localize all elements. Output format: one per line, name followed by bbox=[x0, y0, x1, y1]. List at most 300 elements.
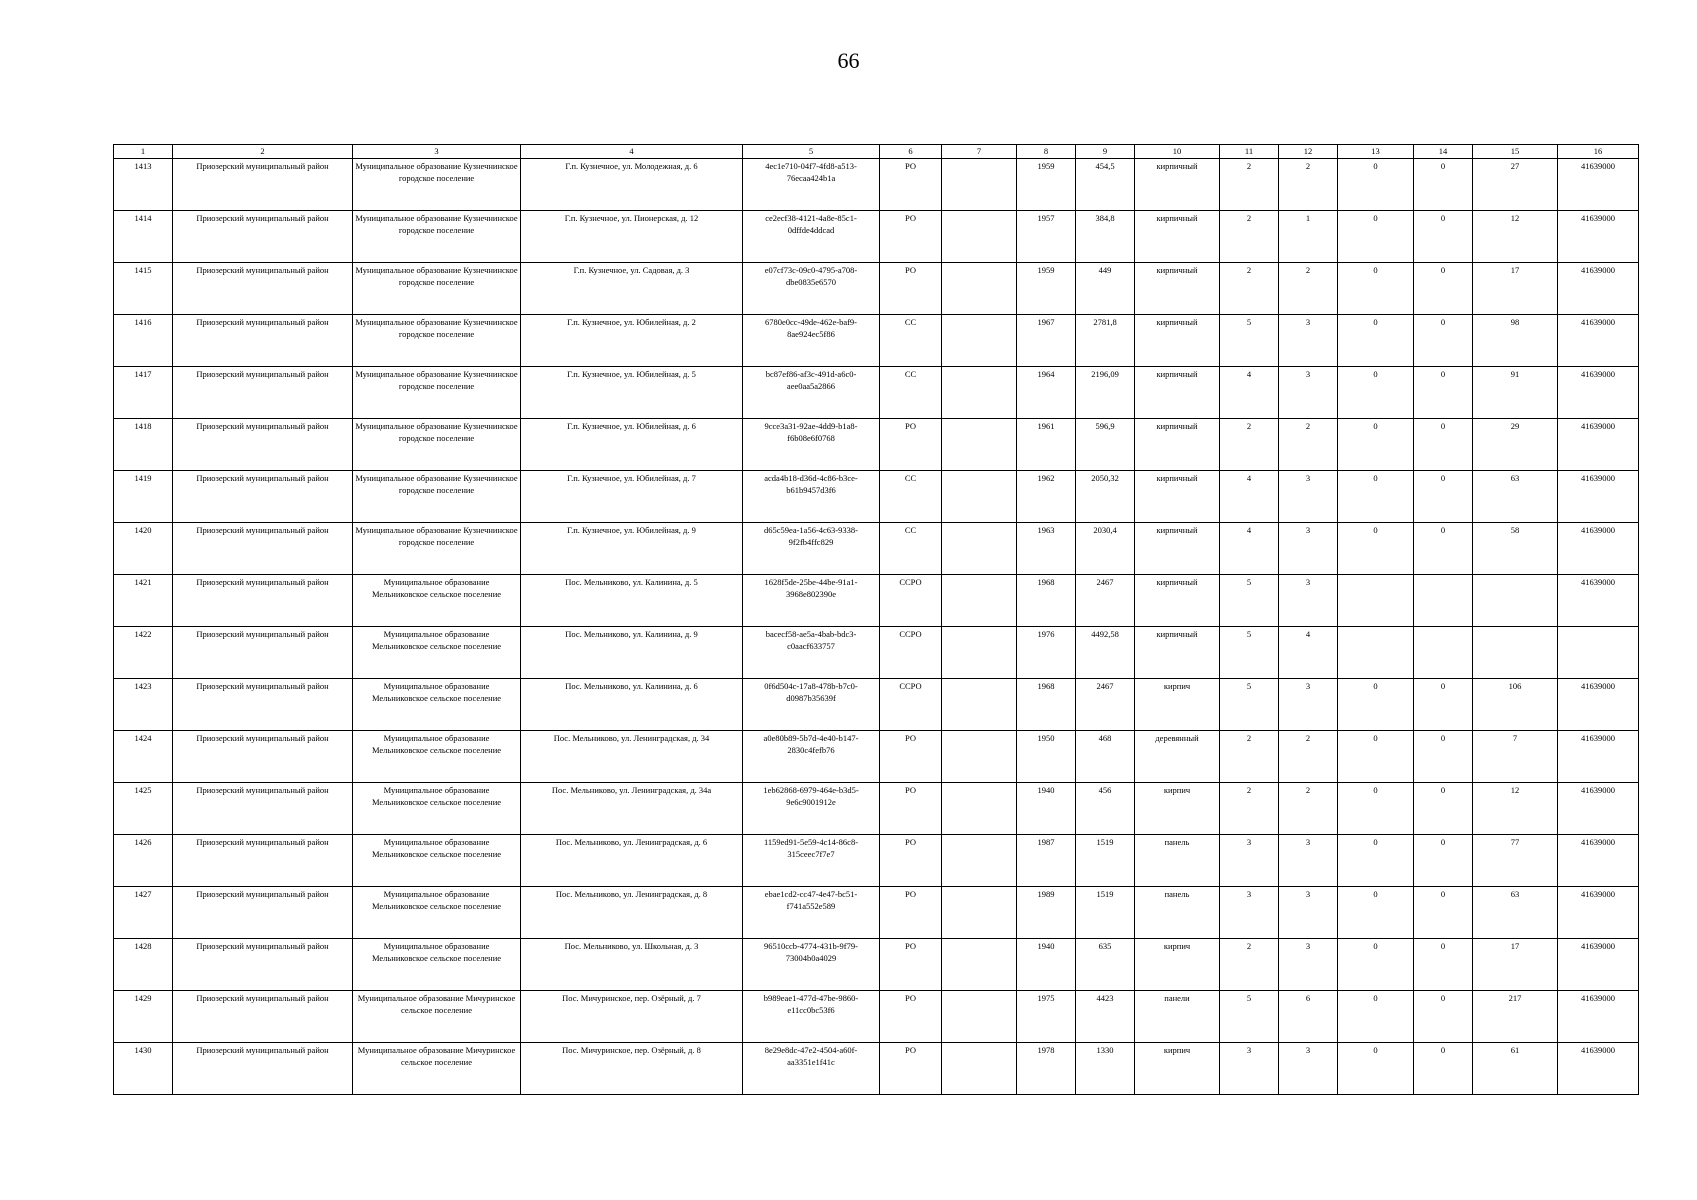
table-cell: РО bbox=[880, 887, 942, 939]
table-cell: Муниципальное образование Мельниковское сельское поселение bbox=[353, 575, 521, 627]
table-cell: 5 bbox=[1220, 575, 1279, 627]
table-cell: 1424 bbox=[114, 731, 173, 783]
table-cell: 0 bbox=[1414, 523, 1473, 575]
table-cell: 12 bbox=[1473, 211, 1558, 263]
table-row bbox=[114, 419, 1639, 471]
table-cell: панели bbox=[1135, 991, 1220, 1043]
table-cell: Приозерский муниципальный район bbox=[173, 419, 353, 471]
table-cell: Г.п. Кузнечное, ул. Юбилейная, д. 7 bbox=[521, 471, 743, 523]
table-cell: Муниципальное образование Мельниковское сельское поселение bbox=[353, 887, 521, 939]
table-cell: Пос. Мельниково, ул. Ленинградская, д. 6 bbox=[521, 835, 743, 887]
table-row bbox=[114, 315, 1639, 367]
table-cell: 106 bbox=[1473, 679, 1558, 731]
column-header: 15 bbox=[1473, 145, 1558, 159]
table-cell: кирпичный bbox=[1135, 419, 1220, 471]
table-cell: 217 bbox=[1473, 991, 1558, 1043]
table-cell: Муниципальное образование Кузнечнинское городское поселение bbox=[353, 315, 521, 367]
table-cell: РО bbox=[880, 159, 942, 211]
table-cell: Пос. Мичуринское, пер. Озёрный, д. 7 bbox=[521, 991, 743, 1043]
table-cell: 1330 bbox=[1076, 1043, 1135, 1095]
table-cell: Муниципальное образование Кузнечнинское городское поселение bbox=[353, 159, 521, 211]
table-row bbox=[114, 211, 1639, 263]
table-cell: e07cf73c-09c0-4795-a708-dbe0835e6570 bbox=[743, 263, 880, 315]
column-header: 1 bbox=[114, 145, 173, 159]
table-cell: кирпичный bbox=[1135, 315, 1220, 367]
table-body bbox=[114, 159, 1639, 1095]
column-header: 16 bbox=[1558, 145, 1639, 159]
table-cell: кирпичный bbox=[1135, 367, 1220, 419]
table-cell: Приозерский муниципальный район bbox=[173, 315, 353, 367]
table-cell: 8e29e8dc-47e2-4504-a60f-aa3351e1f41c bbox=[743, 1043, 880, 1095]
table-cell bbox=[942, 679, 1017, 731]
table-cell: 2781,8 bbox=[1076, 315, 1135, 367]
table-cell: 1414 bbox=[114, 211, 173, 263]
table-row bbox=[114, 939, 1639, 991]
table-cell: РО bbox=[880, 783, 942, 835]
table-cell: 0 bbox=[1414, 1043, 1473, 1095]
table-cell: 0 bbox=[1338, 159, 1414, 211]
table-cell bbox=[1558, 627, 1639, 679]
table-cell: 6 bbox=[1279, 991, 1338, 1043]
table-cell: 4423 bbox=[1076, 991, 1135, 1043]
table-cell: 1eb62868-6979-464e-b3d5-9e6c9001912e bbox=[743, 783, 880, 835]
table-cell: 1415 bbox=[114, 263, 173, 315]
table-cell: 3 bbox=[1279, 887, 1338, 939]
table-cell: 2 bbox=[1220, 783, 1279, 835]
table-cell: 2030,4 bbox=[1076, 523, 1135, 575]
table-cell: Пос. Мичуринское, пер. Озёрный, д. 8 bbox=[521, 1043, 743, 1095]
table-cell: Пос. Мельниково, ул. Школьная, д. 3 bbox=[521, 939, 743, 991]
header-row bbox=[114, 145, 1639, 159]
table-cell: 635 bbox=[1076, 939, 1135, 991]
column-header: 3 bbox=[353, 145, 521, 159]
table-cell bbox=[942, 471, 1017, 523]
table-cell bbox=[942, 211, 1017, 263]
table-cell: 0 bbox=[1414, 315, 1473, 367]
table-cell: 61 bbox=[1473, 1043, 1558, 1095]
table-cell: 0 bbox=[1414, 887, 1473, 939]
table-row bbox=[114, 627, 1639, 679]
column-header: 9 bbox=[1076, 145, 1135, 159]
table-cell: 41639000 bbox=[1558, 731, 1639, 783]
page-number: 66 bbox=[837, 48, 860, 73]
table-cell: Пос. Мельниково, ул. Калинина, д. 5 bbox=[521, 575, 743, 627]
table-cell: 3 bbox=[1220, 1043, 1279, 1095]
table-cell: Муниципальное образование Кузнечнинское городское поселение bbox=[353, 367, 521, 419]
table-cell bbox=[942, 575, 1017, 627]
table-cell: 1430 bbox=[114, 1043, 173, 1095]
table-cell: кирпичный bbox=[1135, 159, 1220, 211]
table-cell: 63 bbox=[1473, 887, 1558, 939]
table-row bbox=[114, 835, 1639, 887]
table-cell: 3 bbox=[1279, 835, 1338, 887]
table-cell: кирпичный bbox=[1135, 471, 1220, 523]
table-cell: 5 bbox=[1220, 679, 1279, 731]
table-cell: 3 bbox=[1279, 471, 1338, 523]
table-cell: ebae1cd2-cc47-4e47-bc51-f741a552e589 bbox=[743, 887, 880, 939]
column-header: 7 bbox=[942, 145, 1017, 159]
table-cell: 2 bbox=[1279, 419, 1338, 471]
table-row bbox=[114, 731, 1639, 783]
table-cell: 0 bbox=[1338, 939, 1414, 991]
table-cell bbox=[942, 783, 1017, 835]
table-cell: 1413 bbox=[114, 159, 173, 211]
table-cell: 2 bbox=[1220, 939, 1279, 991]
table-cell: 2 bbox=[1220, 263, 1279, 315]
table-cell: 12 bbox=[1473, 783, 1558, 835]
table-cell bbox=[1473, 627, 1558, 679]
table-cell: Приозерский муниципальный район bbox=[173, 211, 353, 263]
column-header: 10 bbox=[1135, 145, 1220, 159]
table-cell: Муниципальное образование Кузнечнинское городское поселение bbox=[353, 263, 521, 315]
table-cell: 0 bbox=[1414, 471, 1473, 523]
table-cell: 1 bbox=[1279, 211, 1338, 263]
table-cell: Муниципальное образование Мельниковское сельское поселение bbox=[353, 783, 521, 835]
table-cell: панель bbox=[1135, 887, 1220, 939]
table-cell: 17 bbox=[1473, 939, 1558, 991]
table-cell: 0 bbox=[1414, 263, 1473, 315]
table-cell: 41639000 bbox=[1558, 159, 1639, 211]
table-cell: 0 bbox=[1414, 991, 1473, 1043]
table-cell: кирпичный bbox=[1135, 263, 1220, 315]
table-cell: 1519 bbox=[1076, 887, 1135, 939]
table-cell: 3 bbox=[1220, 835, 1279, 887]
table-cell: 3 bbox=[1220, 887, 1279, 939]
table-cell: РО bbox=[880, 211, 942, 263]
table-cell: Пос. Мельниково, ул. Ленинградская, д. 8 bbox=[521, 887, 743, 939]
table-cell: 1519 bbox=[1076, 835, 1135, 887]
table-cell: 58 bbox=[1473, 523, 1558, 575]
table-cell: 2 bbox=[1220, 159, 1279, 211]
table-cell: 2 bbox=[1220, 419, 1279, 471]
table-cell bbox=[942, 939, 1017, 991]
table-cell: 0 bbox=[1414, 731, 1473, 783]
table-cell: Муниципальное образование Мельниковское сельское поселение bbox=[353, 835, 521, 887]
table-cell: 2467 bbox=[1076, 575, 1135, 627]
table-cell: 1968 bbox=[1017, 575, 1076, 627]
table-cell: Муниципальное образование Мельниковское сельское поселение bbox=[353, 939, 521, 991]
table-cell: Г.п. Кузнечное, ул. Садовая, д. 3 bbox=[521, 263, 743, 315]
table-cell bbox=[942, 835, 1017, 887]
table-row bbox=[114, 575, 1639, 627]
table-cell: 1968 bbox=[1017, 679, 1076, 731]
table-cell: 41639000 bbox=[1558, 315, 1639, 367]
table-cell: 0f6d504c-17a8-478b-b7c0-d0987b35639f bbox=[743, 679, 880, 731]
table-cell bbox=[942, 367, 1017, 419]
table-cell: кирпичный bbox=[1135, 575, 1220, 627]
table-cell: 1426 bbox=[114, 835, 173, 887]
table-cell: 454,5 bbox=[1076, 159, 1135, 211]
table-cell: 1975 bbox=[1017, 991, 1076, 1043]
table-cell: Приозерский муниципальный район bbox=[173, 991, 353, 1043]
table-cell bbox=[1338, 575, 1414, 627]
table-cell: 1427 bbox=[114, 887, 173, 939]
table-cell: 4492,58 bbox=[1076, 627, 1135, 679]
table-cell: 27 bbox=[1473, 159, 1558, 211]
table-cell bbox=[942, 263, 1017, 315]
table-cell: bacecf58-ae5a-4bab-bdc3-c0aacf633757 bbox=[743, 627, 880, 679]
table-row bbox=[114, 887, 1639, 939]
table-cell: РО bbox=[880, 419, 942, 471]
table-cell: Г.п. Кузнечное, ул. Пионерская, д. 12 bbox=[521, 211, 743, 263]
table-cell: Приозерский муниципальный район bbox=[173, 835, 353, 887]
table-cell bbox=[942, 1043, 1017, 1095]
table-cell: 1950 bbox=[1017, 731, 1076, 783]
table-cell: 596,9 bbox=[1076, 419, 1135, 471]
table-cell: 0 bbox=[1338, 887, 1414, 939]
table-cell: 1419 bbox=[114, 471, 173, 523]
table-cell: 41639000 bbox=[1558, 523, 1639, 575]
table-cell: 0 bbox=[1338, 679, 1414, 731]
table-cell: 4ec1e710-04f7-4fd8-a513-76ecaa424b1a bbox=[743, 159, 880, 211]
table-cell: 0 bbox=[1338, 835, 1414, 887]
table-cell: Муниципальное образование Мичуринское сельское поселение bbox=[353, 1043, 521, 1095]
column-header: 14 bbox=[1414, 145, 1473, 159]
table-row bbox=[114, 471, 1639, 523]
housing-register-table bbox=[113, 144, 1639, 1095]
table-cell: 1957 bbox=[1017, 211, 1076, 263]
table-cell: Приозерский муниципальный район bbox=[173, 887, 353, 939]
table-cell: 0 bbox=[1414, 835, 1473, 887]
table-cell: Приозерский муниципальный район bbox=[173, 263, 353, 315]
table-cell: СС bbox=[880, 367, 942, 419]
table-cell: 1422 bbox=[114, 627, 173, 679]
table-cell: 41639000 bbox=[1558, 263, 1639, 315]
column-header: 13 bbox=[1338, 145, 1414, 159]
table-row bbox=[114, 679, 1639, 731]
table-cell: 3 bbox=[1279, 679, 1338, 731]
table-cell: 2196,09 bbox=[1076, 367, 1135, 419]
table-cell: 2050,32 bbox=[1076, 471, 1135, 523]
table-cell: кирпичный bbox=[1135, 627, 1220, 679]
table-cell: 41639000 bbox=[1558, 679, 1639, 731]
table-cell: 5 bbox=[1220, 315, 1279, 367]
column-header: 6 bbox=[880, 145, 942, 159]
table-cell: Пос. Мельниково, ул. Калинина, д. 9 bbox=[521, 627, 743, 679]
table-cell: 63 bbox=[1473, 471, 1558, 523]
table-cell bbox=[942, 627, 1017, 679]
column-header: 2 bbox=[173, 145, 353, 159]
table-row bbox=[114, 991, 1639, 1043]
table-cell: 41639000 bbox=[1558, 419, 1639, 471]
table-cell bbox=[1414, 627, 1473, 679]
table-cell: 1418 bbox=[114, 419, 173, 471]
table-cell: Г.п. Кузнечное, ул. Молодежная, д. 6 bbox=[521, 159, 743, 211]
table-cell: РО bbox=[880, 1043, 942, 1095]
table-cell: 41639000 bbox=[1558, 367, 1639, 419]
table-cell: Приозерский муниципальный район bbox=[173, 679, 353, 731]
table-cell: Муниципальное образование Мельниковское сельское поселение bbox=[353, 679, 521, 731]
table-cell: Приозерский муниципальный район bbox=[173, 159, 353, 211]
table-cell: 0 bbox=[1414, 679, 1473, 731]
table-cell bbox=[1414, 575, 1473, 627]
table-cell: 6780e0cc-49de-462e-baf9-8ae924ec5f86 bbox=[743, 315, 880, 367]
table-cell: 2 bbox=[1279, 263, 1338, 315]
table-cell: 4 bbox=[1220, 523, 1279, 575]
table-cell: d65c59ea-1a56-4c63-9338-9f2fb4ffc829 bbox=[743, 523, 880, 575]
table-cell: 1967 bbox=[1017, 315, 1076, 367]
table-cell bbox=[942, 523, 1017, 575]
table-cell bbox=[942, 731, 1017, 783]
table-cell: 0 bbox=[1338, 263, 1414, 315]
table-cell: 2467 bbox=[1076, 679, 1135, 731]
table-cell: 41639000 bbox=[1558, 1043, 1639, 1095]
table-cell: 1417 bbox=[114, 367, 173, 419]
table-cell: 1959 bbox=[1017, 263, 1076, 315]
table-cell: 98 bbox=[1473, 315, 1558, 367]
table-cell: РО bbox=[880, 731, 942, 783]
table-cell: 1961 bbox=[1017, 419, 1076, 471]
table-cell: 1416 bbox=[114, 315, 173, 367]
table-cell: 0 bbox=[1338, 991, 1414, 1043]
table-cell: 3 bbox=[1279, 939, 1338, 991]
table-cell: 3 bbox=[1279, 523, 1338, 575]
table-cell: 77 bbox=[1473, 835, 1558, 887]
table-cell: 41639000 bbox=[1558, 887, 1639, 939]
table-cell: Муниципальное образование Кузнечнинское городское поселение bbox=[353, 419, 521, 471]
table-cell bbox=[942, 991, 1017, 1043]
table-cell: Приозерский муниципальный район bbox=[173, 731, 353, 783]
table-cell: 0 bbox=[1338, 211, 1414, 263]
table-cell: 9cce3a31-92ae-4dd9-b1a8-f6b08e6f0768 bbox=[743, 419, 880, 471]
table-cell: 384,8 bbox=[1076, 211, 1135, 263]
table-cell: 456 bbox=[1076, 783, 1135, 835]
table-cell: 0 bbox=[1414, 367, 1473, 419]
table-cell: 1429 bbox=[114, 991, 173, 1043]
table-cell: 41639000 bbox=[1558, 991, 1639, 1043]
table-cell: 1421 bbox=[114, 575, 173, 627]
table-cell: ССРО bbox=[880, 627, 942, 679]
table-cell bbox=[942, 315, 1017, 367]
table-cell: Муниципальное образование Мельниковское сельское поселение bbox=[353, 731, 521, 783]
table-cell: 41639000 bbox=[1558, 471, 1639, 523]
table-cell: a0e80b89-5b7d-4e40-b147-2830c4fefb76 bbox=[743, 731, 880, 783]
table-cell: Муниципальное образование Кузнечнинское городское поселение bbox=[353, 471, 521, 523]
table-cell bbox=[1338, 627, 1414, 679]
table-cell: 0 bbox=[1338, 471, 1414, 523]
table-cell: 468 bbox=[1076, 731, 1135, 783]
table-cell: bc87ef86-af3c-491d-a6c0-aee0aa5a2866 bbox=[743, 367, 880, 419]
table-cell: 0 bbox=[1338, 731, 1414, 783]
table-row bbox=[114, 159, 1639, 211]
table-cell: СС bbox=[880, 471, 942, 523]
table-cell: СС bbox=[880, 315, 942, 367]
table-cell: 5 bbox=[1220, 991, 1279, 1043]
table-cell: СС bbox=[880, 523, 942, 575]
table-cell: 1978 bbox=[1017, 1043, 1076, 1095]
table-cell: 41639000 bbox=[1558, 211, 1639, 263]
table-row bbox=[114, 367, 1639, 419]
table-cell: 17 bbox=[1473, 263, 1558, 315]
table-cell: 0 bbox=[1414, 159, 1473, 211]
table-cell: 1420 bbox=[114, 523, 173, 575]
table-cell: РО bbox=[880, 835, 942, 887]
table-cell: Приозерский муниципальный район bbox=[173, 627, 353, 679]
column-header: 11 bbox=[1220, 145, 1279, 159]
table-cell: acda4b18-d36d-4c86-b3ce-b61b9457d3f6 bbox=[743, 471, 880, 523]
table-cell: 4 bbox=[1220, 367, 1279, 419]
column-header: 4 bbox=[521, 145, 743, 159]
table-cell: Приозерский муниципальный район bbox=[173, 939, 353, 991]
table-cell: 1976 bbox=[1017, 627, 1076, 679]
table-cell: 7 bbox=[1473, 731, 1558, 783]
table-row bbox=[114, 1043, 1639, 1095]
table-cell: Муниципальное образование Кузнечнинское городское поселение bbox=[353, 211, 521, 263]
table-cell: Пос. Мельниково, ул. Ленинградская, д. 34а bbox=[521, 783, 743, 835]
table-cell: Приозерский муниципальный район bbox=[173, 471, 353, 523]
table-cell: 96510ccb-4774-431b-9f79-73004b0a4029 bbox=[743, 939, 880, 991]
table-cell: 1425 bbox=[114, 783, 173, 835]
table-cell: 0 bbox=[1414, 211, 1473, 263]
table-cell: 1963 bbox=[1017, 523, 1076, 575]
table-cell: Пос. Мельниково, ул. Калинина, д. 6 bbox=[521, 679, 743, 731]
table-cell: 449 bbox=[1076, 263, 1135, 315]
table-cell: Г.п. Кузнечное, ул. Юбилейная, д. 9 bbox=[521, 523, 743, 575]
table-cell: Г.п. Кузнечное, ул. Юбилейная, д. 6 bbox=[521, 419, 743, 471]
table-cell: 2 bbox=[1279, 731, 1338, 783]
table-cell: b989eae1-477d-47be-9860-e11cc0bc53f6 bbox=[743, 991, 880, 1043]
table-cell: 0 bbox=[1414, 939, 1473, 991]
table-cell bbox=[942, 887, 1017, 939]
table-cell: 41639000 bbox=[1558, 575, 1639, 627]
table-cell: 0 bbox=[1338, 419, 1414, 471]
table-cell: 41639000 bbox=[1558, 783, 1639, 835]
table-cell: 0 bbox=[1338, 523, 1414, 575]
table-cell: кирпич bbox=[1135, 1043, 1220, 1095]
table-cell: 1159ed91-5e59-4c14-86c8-315ceec7f7e7 bbox=[743, 835, 880, 887]
table-cell: 1987 bbox=[1017, 835, 1076, 887]
table-cell: ССРО bbox=[880, 679, 942, 731]
table-cell: 1989 bbox=[1017, 887, 1076, 939]
table-cell: Приозерский муниципальный район bbox=[173, 367, 353, 419]
table-cell: 3 bbox=[1279, 315, 1338, 367]
table-cell: 2 bbox=[1279, 159, 1338, 211]
table-cell: РО bbox=[880, 939, 942, 991]
table-cell bbox=[1473, 575, 1558, 627]
table-cell: 1940 bbox=[1017, 783, 1076, 835]
table-cell: ССРО bbox=[880, 575, 942, 627]
table-cell: Муниципальное образование Кузнечнинское городское поселение bbox=[353, 523, 521, 575]
table-cell: 4 bbox=[1279, 627, 1338, 679]
column-header: 8 bbox=[1017, 145, 1076, 159]
table-cell: 91 bbox=[1473, 367, 1558, 419]
table-cell: 1940 bbox=[1017, 939, 1076, 991]
table-cell: деревянный bbox=[1135, 731, 1220, 783]
table-cell bbox=[942, 419, 1017, 471]
table-cell: 1428 bbox=[114, 939, 173, 991]
table-cell: Приозерский муниципальный район bbox=[173, 1043, 353, 1095]
table-cell: 1423 bbox=[114, 679, 173, 731]
table-cell: 1959 bbox=[1017, 159, 1076, 211]
table-cell: Приозерский муниципальный район bbox=[173, 783, 353, 835]
table-cell: Приозерский муниципальный район bbox=[173, 523, 353, 575]
table-cell: 2 bbox=[1279, 783, 1338, 835]
table-cell: кирпичный bbox=[1135, 211, 1220, 263]
table-cell: Г.п. Кузнечное, ул. Юбилейная, д. 5 bbox=[521, 367, 743, 419]
table-cell: 2 bbox=[1220, 731, 1279, 783]
table-cell: РО bbox=[880, 263, 942, 315]
table-cell: 5 bbox=[1220, 627, 1279, 679]
table-cell: Муниципальное образование Мельниковское сельское поселение bbox=[353, 627, 521, 679]
table-cell: кирпичный bbox=[1135, 523, 1220, 575]
table-row bbox=[114, 523, 1639, 575]
table-cell: 0 bbox=[1338, 367, 1414, 419]
table-cell: 0 bbox=[1338, 783, 1414, 835]
table-cell: 1964 bbox=[1017, 367, 1076, 419]
table-cell: ce2ecf38-4121-4a8e-85c1-0dffde4ddcad bbox=[743, 211, 880, 263]
column-header: 5 bbox=[743, 145, 880, 159]
table-cell: Муниципальное образование Мичуринское сельское поселение bbox=[353, 991, 521, 1043]
